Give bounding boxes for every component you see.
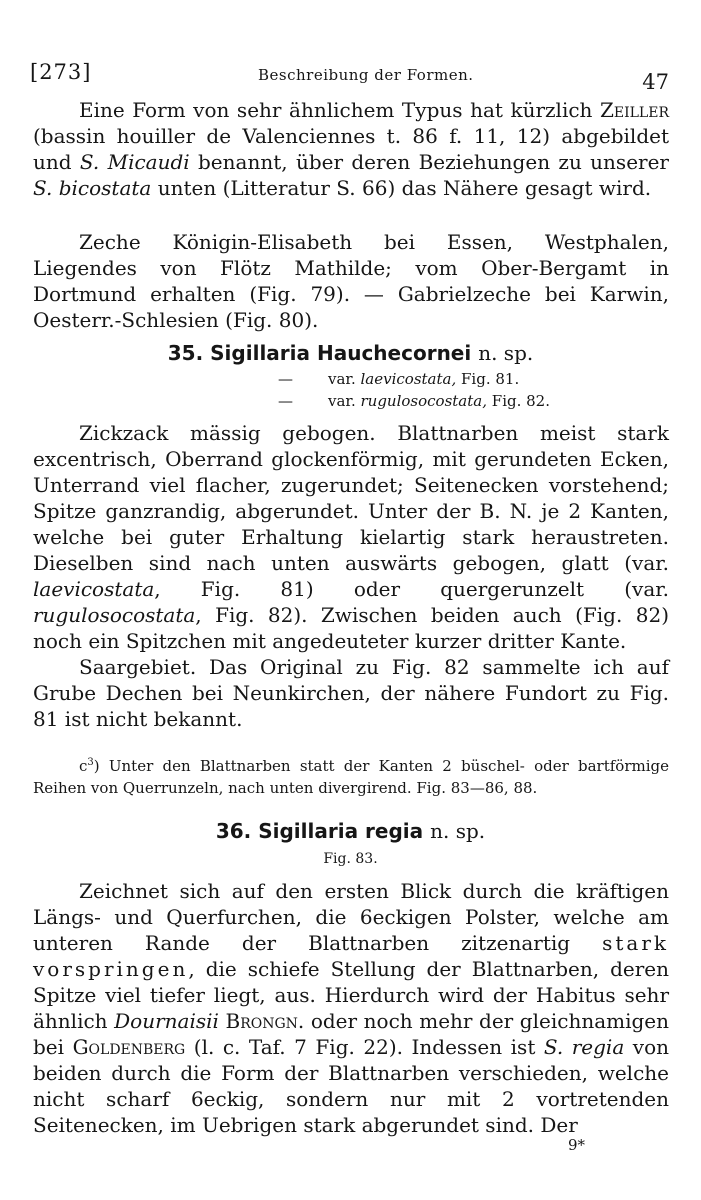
emphasis-spaced: stark vorspringen xyxy=(33,931,669,981)
paragraph-localities: Zeche Königin-Elisabeth bei Essen, Westphalen, Liegendes von Flötz Mathilde; vom Ober-Bergamt in Dortmund erhalten (Fig. 79). — Gabrielzeche bei Karwin, Oesterr.-Schlesien (Fig. 80). xyxy=(33,230,669,332)
section-number: 35. xyxy=(167,341,204,365)
species-title: Sigillaria Hauchecornei xyxy=(210,341,472,365)
section-number: 36. xyxy=(215,819,252,843)
new-species-note: n. sp. xyxy=(430,819,486,843)
page-header xyxy=(30,58,671,94)
running-title: Beschreibung der Formen. xyxy=(258,66,474,84)
paragraph-zeiller: Eine Form von sehr ähnlichem Typus hat kürzlich Zeiller (bassin houiller de Valenciennes t. 86 f. 11, 12) abgebildet und S. Micaudi benannt, über deren Beziehungen zu unserer S. bicostata unten (Litteratur S. 66) das Nähere gesagt wird. xyxy=(33,98,669,200)
signature-mark: 9* xyxy=(567,1136,585,1154)
author-goldenberg: Goldenberg xyxy=(72,1035,186,1059)
author-zeiller: Zeiller xyxy=(599,98,669,122)
species-bicostata: S. bicostata xyxy=(33,176,152,200)
section-heading-35 xyxy=(0,340,701,366)
variety-line-laevicostata: — var. laevicostata, Fig. 81. xyxy=(278,370,520,388)
page-number-bracketed: [273] xyxy=(30,60,92,84)
author-brongn: Brongn. xyxy=(225,1009,305,1033)
species-dournaisii: Dournaisii xyxy=(114,1009,219,1033)
paragraph-saargebiet: Saargebiet. Das Original zu Fig. 82 sammelte ich auf Grube Dechen bei Neunkirchen, der nähere Fundort zu Fig. 81 ist nicht bekannt. xyxy=(33,655,669,731)
species-regia: S. regia xyxy=(543,1035,625,1059)
species-micaudi: S. Micaudi xyxy=(79,150,190,174)
species-title: Sigillaria regia xyxy=(258,819,424,843)
paragraph-description-36: Zeichnet sich auf den ersten Blick durch die kräftigen Längs- und Querfurchen, die 6eckigen Polster, welche am unteren Rande der Blattnarben zitzenartig stark vorspringen, die schiefe Stellung der Blattnarben, deren Spitze viel tiefer liegt, aus. Hierdurch wird der Habitus sehr ähnlich Dournaisii Brongn. oder noch mehr der gleichnamigen bei Goldenberg (l. c. Taf. 7 Fig. 22). Indessen ist S. regia von beiden durch die Form der Blattnarben verschieden, welche nicht scharf 6eckig, sondern nur mit 2 vortretenden Seitenecken, im Uebrigen stark abgerundet sind. Der xyxy=(33,879,670,1137)
section-heading-36 xyxy=(0,818,701,844)
variety-line-rugulosocostata: — var. rugulosocostata, Fig. 82. xyxy=(278,392,550,410)
group-description-c3: $c^3$) Unter den Blattnarben statt der Kanten 2 büschel- oder bartförmige Reihen von Querrunzeln, nach unten divergirend. Fig. 83—86, 88. xyxy=(33,757,669,797)
new-species-note: n. sp. xyxy=(478,341,534,365)
paragraph-description-35: Zickzack mässig gebogen. Blattnarben meist stark excentrisch, Oberrand glockenförmig, mit gerundeten Ecken, Unterrand viel flacher, zugerundet; Seitenecken vorstehend; Spitze ganzrandig, abgerundet. Unter der B. N. je 2 Kanten, welche bei guter Erhaltung kielartig stark heraustreten. Dieselben sind nach unten auswärts gebogen, glatt (var. laevicostata, Fig. 81) oder quergerunzelt (var. rugulosocostata, Fig. 82). Zwischen beiden auch (Fig. 82) noch ein Spitzchen mit angedeuteter kurzer dritter Kante. xyxy=(33,421,669,653)
page-number: 47 xyxy=(642,70,669,94)
figure-reference-83: Fig. 83. xyxy=(323,851,378,867)
